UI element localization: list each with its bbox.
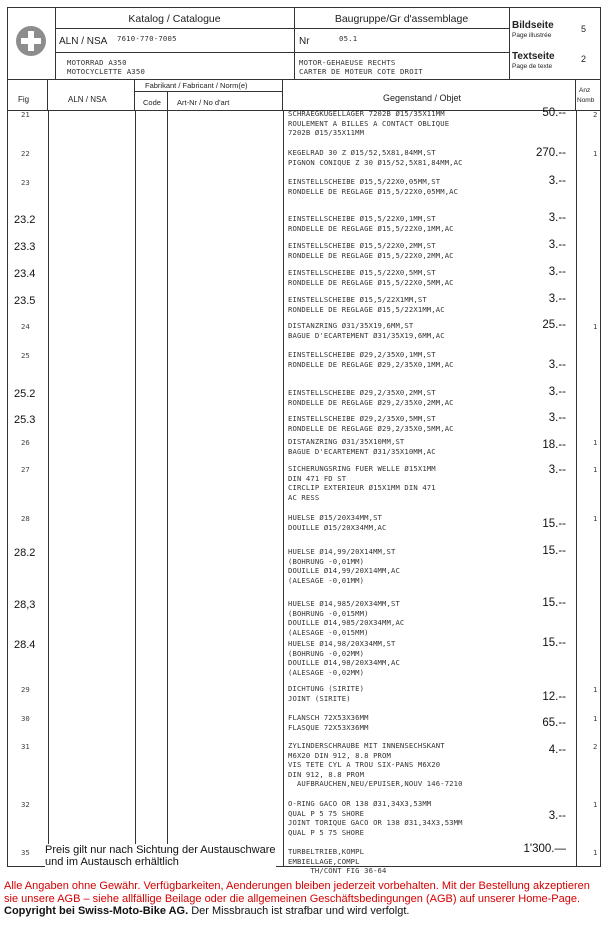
row-price: 3.-- — [548, 175, 566, 187]
row-fig: 28,3 — [14, 599, 36, 611]
col-qty-bottom: Nomb — [577, 97, 595, 104]
row-fig: 25 — [21, 351, 30, 360]
text-page-value: 2 — [581, 54, 587, 64]
row-fig: 23 — [21, 178, 30, 187]
row-description: SICHERUNGSRING FUER WELLE Ø15X1MM DIN 471 FD ST CIRCLIP EXTERIEUR Ø15X1MM DIN 471 AC RESS — [288, 464, 436, 502]
row-price: 15.-- — [542, 518, 566, 530]
row-description: EINSTELLSCHEIBE Ø15,5/22X1MM,ST RONDELLE DE REGLAGE Ø15,5/22X1MM,AC — [288, 295, 445, 314]
row-fig: 28 — [21, 514, 30, 523]
row-fig: 23.4 — [14, 268, 36, 280]
row-quantity: 1 — [593, 514, 598, 523]
row-price: 3.-- — [548, 239, 566, 251]
row-description: O-RING GACO OR 138 Ø31,34X3,53MM QUAL P 5 75 SHORE JOINT TORIQUE GACO OR 138 Ø31,34X3,53MM QUAL P 5 75 SHORE — [288, 799, 463, 837]
legal-footer — [4, 880, 602, 918]
row-description: HUELSE Ø14,985/20X34MM,ST (BOHRUNG -0,015MM) DOUILLE Ø14,985/20X34MM,AC (ALESAGE -0,015MM) — [288, 599, 405, 637]
row-description: EINSTELLSCHEIBE Ø29,2/35X0,1MM,ST RONDELLE DE REGLAGE Ø29,2/35X0,1MM,AC — [288, 350, 454, 369]
group-line-1: MOTOR-GEHAEUSE RECHTS — [299, 58, 396, 67]
group-line-2: CARTER DE MOTEUR COTE DROIT — [299, 67, 424, 76]
row-quantity: 1 — [593, 848, 598, 857]
row-price: 18.-- — [542, 439, 566, 451]
text-page-label: Textseite — [512, 51, 555, 62]
swiss-cross-icon — [8, 8, 56, 79]
row-fig: 30 — [21, 714, 30, 723]
row-price: 270.-- — [535, 147, 566, 159]
row-price: 12.-- — [542, 691, 566, 703]
model-line-2: MOTOCYCLETTE A350 — [67, 67, 146, 76]
col-manufacturer: Fabrikant / Fabricant / Norm(e) — [145, 81, 248, 90]
col-aln: ALN / NSA — [68, 95, 107, 104]
row-description: DISTANZRING Ø31/35X10MM,ST BAGUE D'ECARTEMENT Ø31/35X10MM,AC — [288, 437, 436, 456]
row-fig: 25.3 — [14, 414, 36, 426]
page-illustrated-label: Bildseite — [512, 20, 554, 31]
row-description: HUELSE Ø14,99/20X14MM,ST (BOHRUNG -0,01MM) DOUILLE Ø14,99/20X14MM,AC (ALESAGE -0,01MM) — [288, 547, 400, 585]
row-fig: 28.2 — [14, 547, 36, 559]
row-quantity: 1 — [593, 800, 598, 809]
row-fig: 25.2 — [14, 388, 36, 400]
row-description: EINSTELLSCHEIBE Ø15,5/22X0,1MM,ST RONDELLE DE REGLAGE Ø15,5/22X0,1MM,AC — [288, 214, 454, 233]
row-fig: 26 — [21, 438, 30, 447]
row-quantity: 2 — [593, 742, 598, 751]
row-price: 15.-- — [542, 597, 566, 609]
row-price: 3.-- — [548, 212, 566, 224]
row-fig: 27 — [21, 465, 30, 474]
group-title: Baugruppe/Gr d'assemblage — [334, 13, 469, 25]
footer-abuse-text: Der Missbrauch ist strafbar und wird verfolgt. — [188, 905, 410, 918]
row-price: 50.-- — [542, 107, 566, 119]
aln-value: 7610-770-7005 — [117, 34, 177, 43]
row-fig: 32 — [21, 800, 30, 809]
page-illustrated-value: 5 — [581, 24, 587, 34]
row-price: 3.-- — [548, 386, 566, 398]
row-price: 3.-- — [548, 412, 566, 424]
nr-label: Nr — [299, 36, 310, 47]
row-price: 65.-- — [542, 717, 566, 729]
row-description: SCHRAEGKUGELLAGER 7202B Ø15/35X11MM ROULEMENT A BILLES A CONTACT OBLIQUE 7202B Ø15/35X11MM — [288, 109, 450, 138]
page-ref-block — [509, 8, 600, 79]
row-quantity: 1 — [593, 322, 598, 331]
row-description: KEGELRAD 30 Z Ø15/52,5X81,84MM,ST PIGNON CONIQUE Z 30 Ø15/52,5X81,84MM,AC — [288, 148, 463, 167]
col-code: Code — [143, 98, 161, 107]
row-description: DISTANZRING Ø31/35X19,6MM,ST BAGUE D'ECARTEMENT Ø31/35X19,6MM,AC — [288, 321, 445, 340]
row-price: 1'300.— — [523, 843, 566, 855]
row-description: TURBELTRIEB,KOMPL EMBIELLAGE,COMPL TH/CONT FIG 36-64 — [288, 847, 387, 876]
text-page-sub: Page de texte — [512, 63, 553, 70]
row-price: 15.-- — [542, 637, 566, 649]
row-fig: 35 — [21, 848, 30, 857]
footer-copyright-company: Swiss-Moto-Bike AG. — [77, 905, 189, 918]
page-illustrated-sub: Page illustrée — [512, 32, 552, 39]
exchange-note-line-2: und im Austausch erhältlich — [45, 856, 179, 868]
catalog-header — [8, 8, 600, 80]
exchange-note-line-1: Preis gilt nur nach Sichtung der Austauschware — [45, 844, 276, 856]
row-price: 15.-- — [542, 545, 566, 557]
row-description: EINSTELLSCHEIBE Ø15,5/22X0,05MM,ST RONDELLE DE REGLAGE Ø15,5/22X0,05MM,AC — [288, 177, 459, 196]
row-fig: 23.5 — [14, 295, 36, 307]
row-quantity: 1 — [593, 149, 598, 158]
row-fig: 29 — [21, 685, 30, 694]
footer-copyright-prefix: Copyright bei — [4, 905, 78, 918]
col-artnr: Art-Nr / No d'art — [177, 98, 230, 107]
catalog-block — [55, 8, 295, 79]
row-description: EINSTELLSCHEIBE Ø29,2/35X0,2MM,ST RONDELLE DE REGLAGE Ø29,2/35X0,2MM,AC — [288, 388, 454, 407]
row-description: EINSTELLSCHEIBE Ø15,5/22X0,5MM,ST RONDELLE DE REGLAGE Ø15,5/22X0,5MM,AC — [288, 268, 454, 287]
row-price: 3.-- — [548, 359, 566, 371]
row-fig: 28.4 — [14, 639, 36, 651]
row-price: 4.-- — [548, 744, 566, 756]
row-description: FLANSCH 72X53X36MM FLASQUE 72X53X36MM — [288, 713, 369, 732]
row-fig: 23.2 — [14, 214, 36, 226]
row-fig: 24 — [21, 322, 30, 331]
row-quantity: 2 — [593, 110, 598, 119]
col-object: Gegenstand / Objet — [383, 93, 462, 103]
aln-label: ALN / NSA — [59, 36, 108, 47]
row-description: HUELSE Ø14,98/20X34MM,ST (BOHRUNG -0,02MM) DOUILLE Ø14,98/20X34MM,AC (ALESAGE -0,02MM) — [288, 639, 400, 677]
row-fig: 31 — [21, 742, 30, 751]
row-quantity: 1 — [593, 438, 598, 447]
row-description: EINSTELLSCHEIBE Ø29,2/35X0,5MM,ST RONDELLE DE REGLAGE Ø29,2/35X0,5MM,AC — [288, 414, 454, 433]
row-price: 3.-- — [548, 293, 566, 305]
row-description: HUELSE Ø15/20X34MM,ST DOUILLE Ø15/20X34MM,AC — [288, 513, 387, 532]
row-fig: 23.3 — [14, 241, 36, 253]
row-fig: 21 — [21, 110, 30, 119]
row-quantity: 1 — [593, 465, 598, 474]
row-quantity: 1 — [593, 714, 598, 723]
column-header — [8, 79, 600, 111]
row-price: 3.-- — [548, 266, 566, 278]
row-price: 25.-- — [542, 319, 566, 331]
model-line-1: MOTORRAD A350 — [67, 58, 127, 67]
parts-catalog-sheet — [7, 7, 601, 876]
row-fig: 22 — [21, 149, 30, 158]
row-price: 3.-- — [548, 464, 566, 476]
col-fig: Fig — [18, 95, 30, 104]
row-quantity: 1 — [593, 685, 598, 694]
row-description: EINSTELLSCHEIBE Ø15,5/22X0,2MM,ST RONDELLE DE REGLAGE Ø15,5/22X0,2MM,AC — [288, 241, 454, 260]
row-description: ZYLINDERSCHRAUBE MIT INNENSECHSKANT M6X20 DIN 912, 8.8 PROM VIS TETE CYL A TROU SIX-PANS M6X20 DIN 912, 8.8 PROM AUFBRAUCHEN,NEU/EPUISER,NOUV 146-7210 — [288, 741, 463, 789]
nr-value: 05.1 — [339, 34, 358, 43]
row-description: DICHTUNG (SIRITE) JOINT (SIRITE) — [288, 684, 365, 703]
row-price: 3.-- — [548, 810, 566, 822]
group-block — [294, 8, 510, 79]
exchange-note — [45, 844, 276, 868]
catalog-title: Katalog / Catalogue — [128, 13, 221, 25]
footer-disclaimer: Alle Angaben ohne Gewähr. Verfügbarkeiten, Aenderungen bleiben jederzeit vorbehalten. Mit der Bestellung akzeptieren sie unsere AGB – siehe allfällige Beilage oder die allgemeinen Geschäftsbedingungen (AGB) auf unserer Home-Page. — [4, 880, 590, 905]
col-qty-top: Anz — [579, 87, 591, 94]
